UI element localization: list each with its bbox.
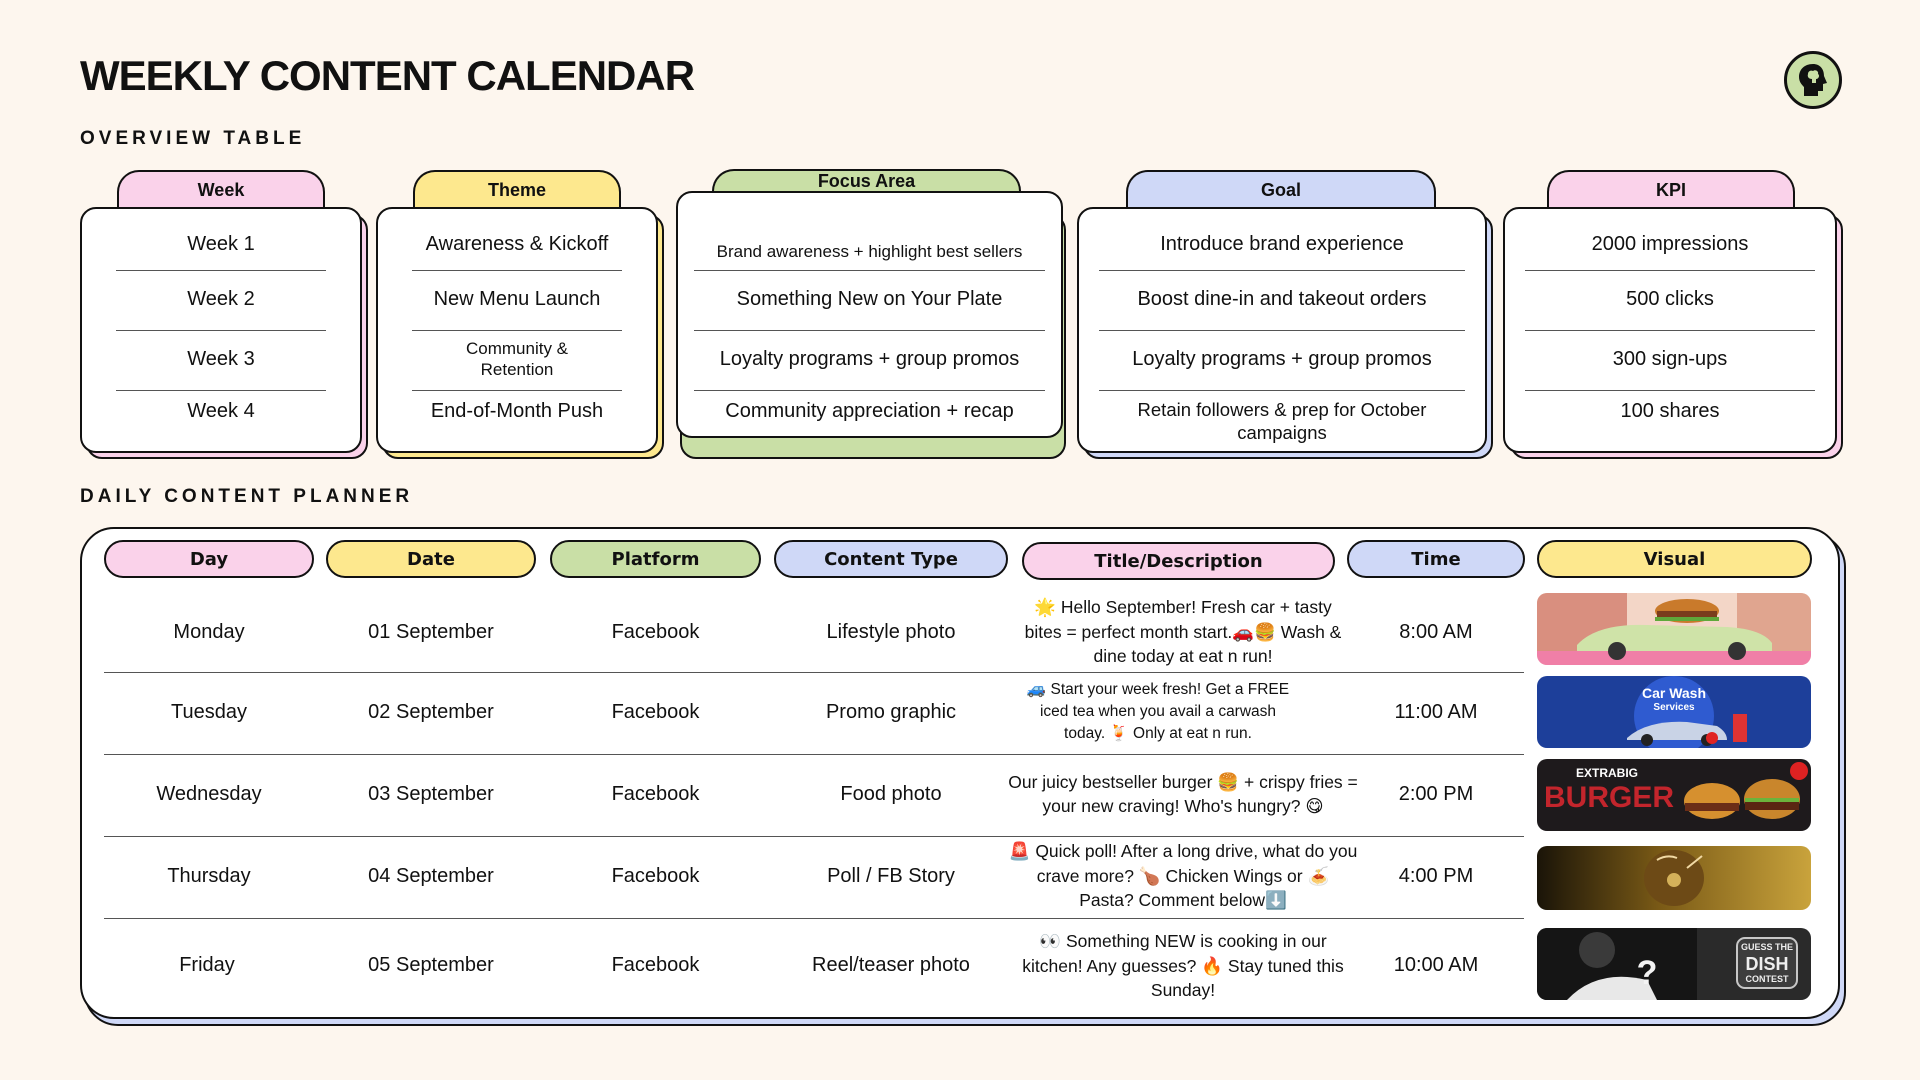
platform-cell: Facebook [611,620,700,643]
kpi-row: 300 sign-ups [1612,347,1728,370]
goal-row: Boost dine-in and takeout orders [1137,287,1427,310]
date-cell: 02 September [368,700,494,723]
car-burger-image [1537,593,1811,665]
theme-row: New Menu Launch [433,287,601,310]
visual-thumbnail-burger[interactable] [1537,759,1811,831]
kpi-row: 500 clicks [1626,287,1714,310]
theme-box [376,207,658,453]
theme-row: Community & Retention [465,338,569,379]
week-row: Week 3 [187,347,255,370]
time-cell: 8:00 AM [1399,620,1473,643]
theme-header: Theme [413,170,621,214]
header-content-type: Content Type [774,540,1008,578]
platform-cell: Facebook [611,953,700,976]
week-row: Week 1 [187,232,255,255]
platform-cell: Facebook [611,700,700,723]
day-cell: Thursday [167,864,251,887]
visual-thumbnail-car-burger[interactable] [1537,593,1811,665]
visual-thumbnail-wings-vs-pasta[interactable] [1537,846,1811,910]
description-cell: 🚙 Start your week fresh! Get a FREE iced tea when you avail a carwash today. 🍹 Only at eat n run. [1026,681,1290,742]
time-cell: 4:00 PM [1398,864,1474,887]
goal-row: Loyalty programs + group promos [1132,347,1432,370]
page-title: WEEKLY CONTENT CALENDAR [80,52,695,99]
visual-thumbnail-car-wash[interactable] [1537,676,1811,748]
goal-header: Goal [1126,170,1436,214]
svg-text:Services: Services [1653,702,1695,713]
focus-row: Something New on Your Plate [736,287,1003,310]
kpi-header: KPI [1547,170,1795,214]
guess-the-dish-image [1537,928,1811,1000]
svg-text:EXTRABIG: EXTRABIG [1575,766,1639,780]
date-cell: 04 September [368,864,494,887]
time-cell: 10:00 AM [1393,953,1479,976]
week-box [80,207,362,453]
week-row: Week 2 [187,287,255,310]
day-cell: Monday [173,620,245,643]
overview-label: OVERVIEW TABLE [80,128,306,149]
goal-box [1077,207,1487,453]
platform-cell: Facebook [611,864,700,887]
day-cell: Wednesday [156,782,262,805]
focus-box [676,191,1063,438]
focus-row: Brand awareness + highlight best sellers [716,242,1023,262]
description-cell: Our juicy bestseller burger 🍔 + crispy fries = your new craving! Who's hungry? 😋 [1008,771,1358,816]
focus-header: Focus Area [712,169,1021,213]
header-date: Date [326,540,536,578]
platform-cell: Facebook [611,782,700,805]
header-time: Time [1347,540,1525,578]
goal-row: Introduce brand experience [1160,232,1404,255]
kpi-row: 2000 impressions [1591,232,1749,255]
kpi-box [1503,207,1837,453]
theme-row: Awareness & Kickoff [425,232,609,255]
kpi-row: 100 shares [1620,399,1720,422]
description-cell: 🚨 Quick poll! After a long drive, what do you crave more? 🍗 Chicken Wings or 🍝 Pasta? Comment below⬇️ [1008,841,1358,911]
svg-text:Car Wash: Car Wash [1641,685,1707,701]
svg-text:CONTEST: CONTEST [1745,974,1789,984]
visual-thumbnail-guess-the-dish[interactable] [1537,928,1811,1000]
wings-vs-pasta-image [1537,846,1811,910]
day-cell: Tuesday [171,700,247,723]
svg-text:DISH: DISH [1745,954,1789,974]
description-cell: 👀 Something NEW is cooking in our kitchen! Any guesses? 🔥 Stay tuned this Sunday! [1022,931,1344,1001]
svg-text:BURGER: BURGER [1543,781,1675,814]
content-type-cell: Food photo [840,782,942,805]
header-visual: Visual [1537,540,1812,578]
svg-text:GUESS THE: GUESS THE [1740,942,1794,952]
header-day: Day [104,540,314,578]
goal-row: Retain followers & prep for October campaigns [1137,398,1427,443]
content-type-cell: Lifestyle photo [826,620,956,643]
time-cell: 11:00 AM [1394,700,1478,723]
daily-label: DAILY CONTENT PLANNER [80,486,414,507]
focus-row: Loyalty programs + group promos [719,347,1020,370]
description-cell: 🌟 Hello September! Fresh car + tasty bites = perfect month start.🚗🍔 Wash & dine today at eat n run! [1024,597,1342,667]
content-type-cell: Reel/teaser photo [812,953,970,976]
burger-image [1537,759,1811,831]
content-type-cell: Poll / FB Story [827,864,955,887]
header-title-description: Title/Description [1022,542,1335,580]
logo [1784,51,1842,109]
content-type-cell: Promo graphic [825,700,957,723]
focus-row: Community appreciation + recap [725,399,1014,422]
svg-text:?: ? [1636,954,1658,992]
date-cell: 05 September [368,953,494,976]
header-platform: Platform [550,540,761,578]
time-cell: 2:00 PM [1398,782,1474,805]
theme-row: End-of-Month Push [430,399,604,422]
date-cell: 01 September [368,620,494,643]
head-icon [1796,62,1830,98]
week-row: Week 4 [187,399,255,422]
week-header: Week [117,170,325,214]
date-cell: 03 September [368,782,494,805]
car-wash-image [1537,676,1811,748]
day-cell: Friday [179,953,235,976]
